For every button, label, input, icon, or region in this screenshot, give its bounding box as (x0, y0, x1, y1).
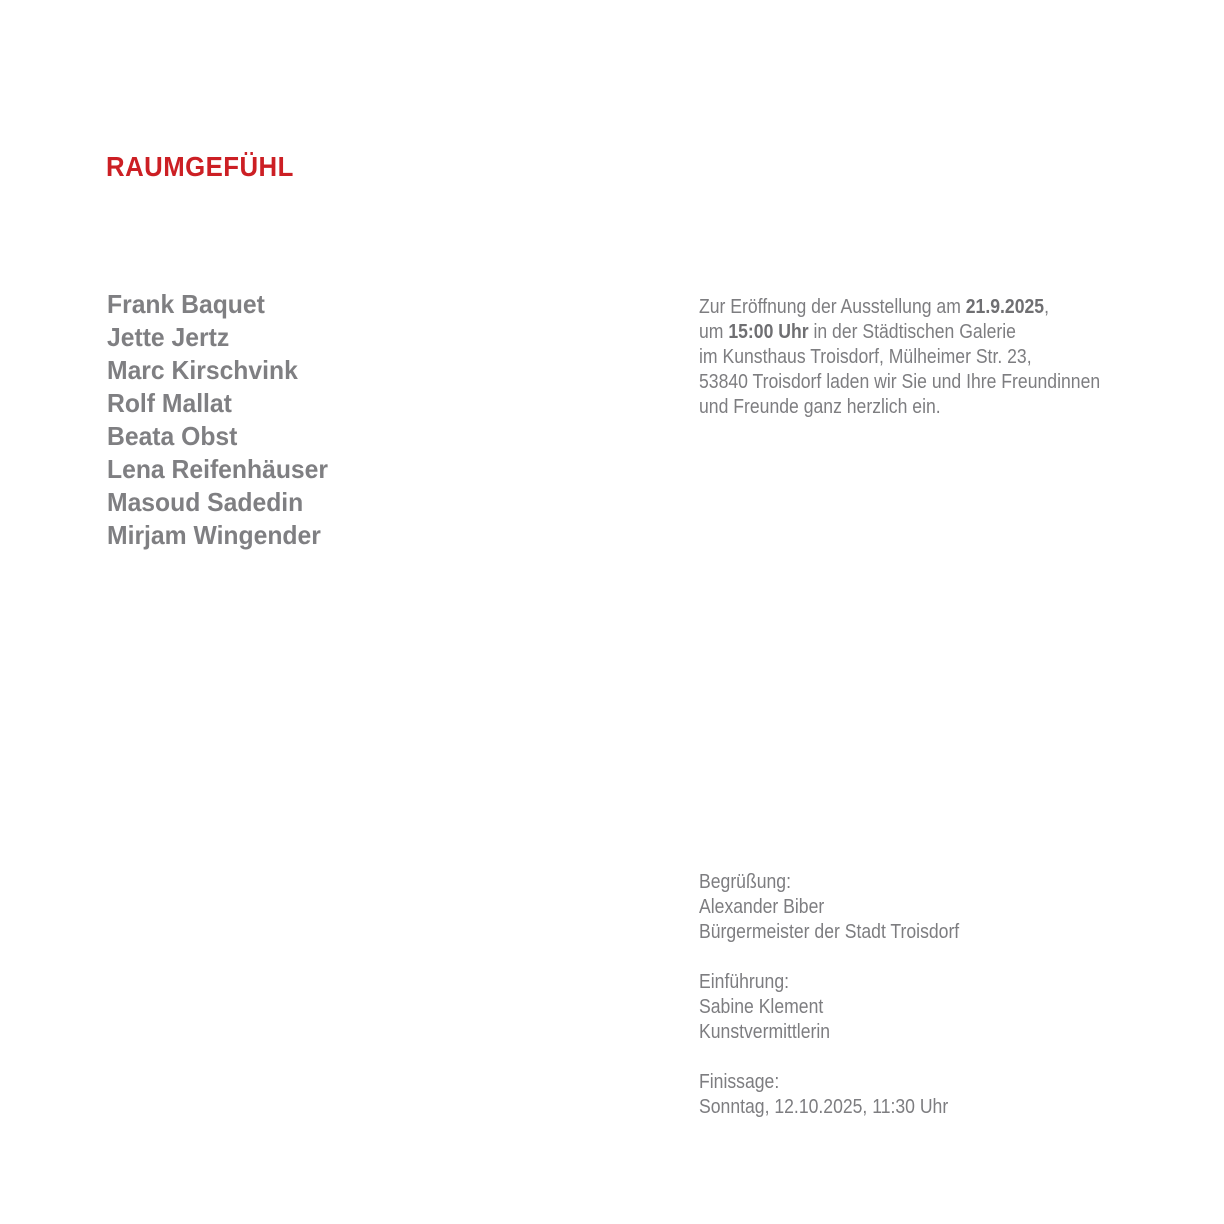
greeting-label: Begrüßung: (699, 871, 791, 893)
artist-name: Frank Baquet (107, 289, 265, 319)
invitation-line: und Freunde ganz herzlich ein. (699, 396, 941, 418)
introduction-role: Kunstvermittlerin (699, 1021, 831, 1043)
invitation-line: 53840 Troisdorf laden wir Sie und Ihre Freundinnen (699, 371, 1101, 393)
greeting-block (699, 870, 995, 945)
greeting-name: Alexander Biber (699, 896, 825, 918)
artist-name: Marc Kirschvink (107, 355, 298, 385)
invitation-line: Zur Eröffnung der Ausstellung am 21.9.2025, (699, 296, 1049, 318)
invitation-line: um 15:00 Uhr in der Städtischen Galerie (699, 321, 1016, 343)
exhibition-title: RAUMGEFÜHL (106, 151, 294, 182)
invitation-line: im Kunsthaus Troisdorf, Mülheimer Str. 23, (699, 346, 1032, 368)
artist-name: Rolf Mallat (107, 388, 232, 418)
finissage-label: Finissage: (699, 1071, 780, 1093)
finissage-block (699, 1070, 982, 1120)
introduction-label: Einführung: (699, 971, 790, 993)
artist-name: Lena Reifenhäuser (107, 454, 329, 484)
artist-name: Jette Jertz (107, 322, 230, 352)
artist-name: Mirjam Wingender (107, 520, 321, 550)
opening-time: 15:00 Uhr (728, 321, 809, 343)
finissage-datetime: Sonntag, 12.10.2025, 11:30 Uhr (699, 1096, 949, 1118)
artist-name: Masoud Sadedin (107, 487, 304, 517)
opening-date: 21.9.2025 (965, 296, 1045, 318)
artist-name: Beata Obst (107, 421, 238, 451)
introduction-block (699, 970, 848, 1045)
artist-list (107, 288, 340, 552)
greeting-role: Bürgermeister der Stadt Troisdorf (699, 921, 960, 943)
introduction-name: Sabine Klement (699, 996, 824, 1018)
invitation-text (699, 295, 1155, 420)
